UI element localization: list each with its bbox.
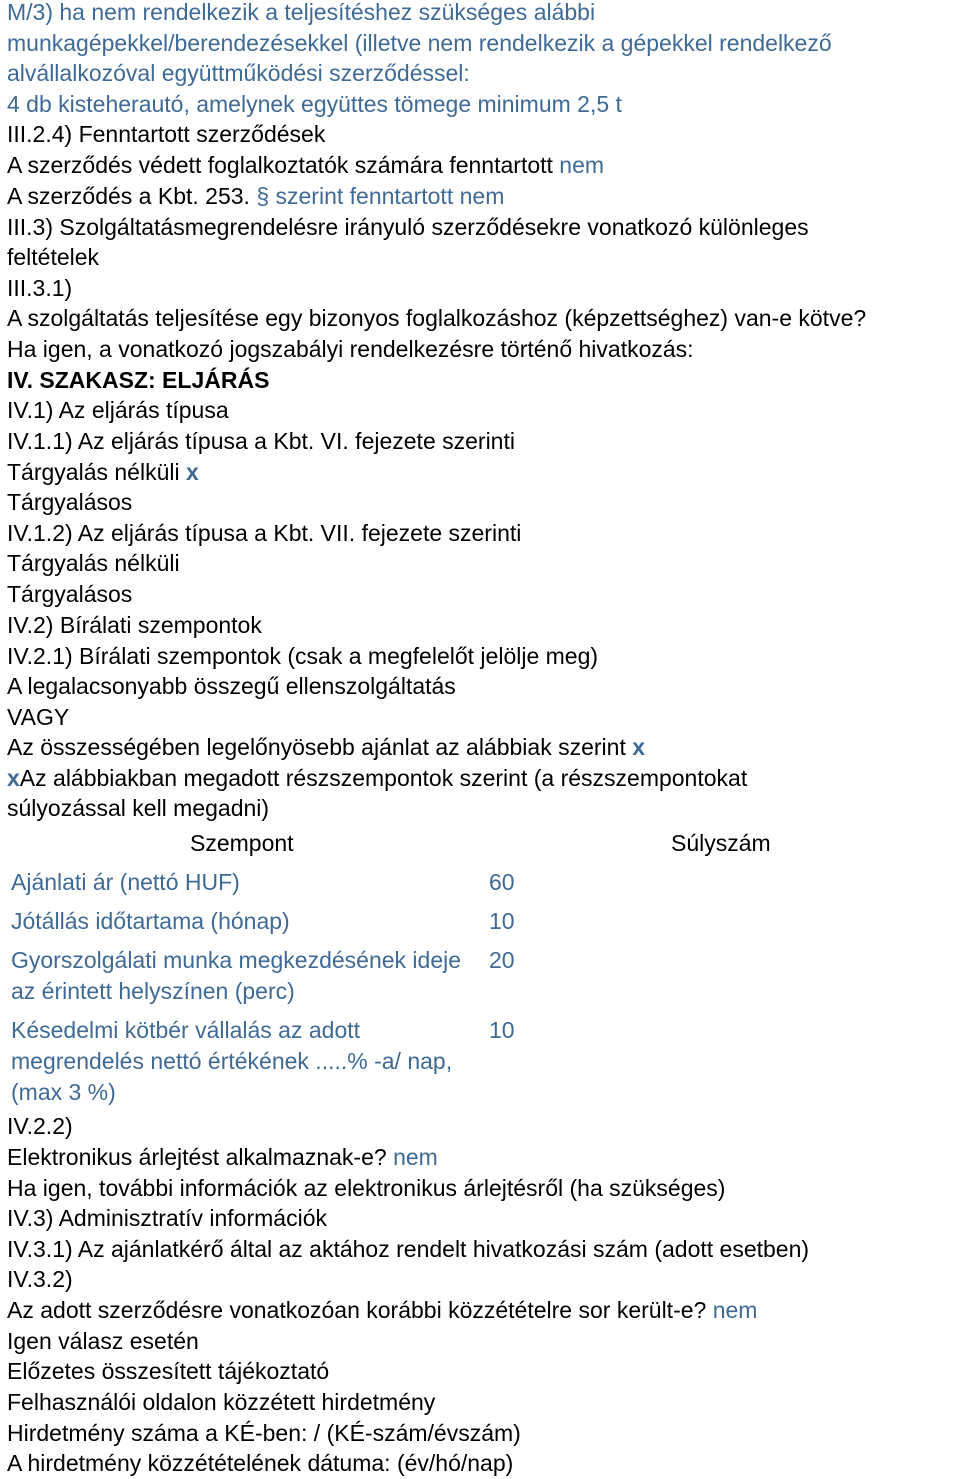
selection-mark: x (185, 459, 199, 485)
answer-value: nem (459, 183, 505, 209)
text-line: A hirdetmény közzétételének dátuma: (év/hó/nap) (7, 1450, 514, 1476)
text-line: Igen válasz esetén (7, 1328, 199, 1354)
criterion-cell: Ajánlati ár (nettó HUF) (11, 869, 240, 895)
criterion-cell: Jótállás időtartama (hónap) (11, 908, 290, 934)
option-line (7, 732, 645, 762)
answer-value: nem (393, 1144, 438, 1170)
text-line: Felhasználói oldalon közzétett hirdetmény (7, 1389, 436, 1415)
section-heading: IV.1.1) Az eljárás típusa a Kbt. VI. fejezete szerinti (7, 428, 515, 454)
option-text: Az összességében legelőnyösebb ajánlat az alábbiak szerint (7, 734, 626, 760)
selection-mark: x (7, 765, 20, 791)
question-text: szerint fenntartott (275, 183, 454, 209)
section-heading: IV.1.2) Az eljárás típusa a Kbt. VII. fejezete szerinti (7, 520, 522, 546)
section-label: III.3.1) (7, 275, 73, 301)
column-header-weight: Súlyszám (671, 830, 771, 856)
question-text: A szerződés a Kbt. 253. (7, 183, 250, 209)
section-heading: III.2.4) Fenntartott szerződések (7, 121, 326, 147)
text-line (7, 1295, 757, 1325)
section-heading: feltételek (7, 244, 100, 270)
answer-value: nem (712, 1297, 758, 1323)
column-header-criterion: Szempont (190, 830, 294, 856)
question-text: Az adott szerződésre vonatkozóan korábbi közzétételre sor került-e? (7, 1297, 707, 1323)
question-text: Elektronikus árlejtést alkalmaznak-e? (7, 1144, 387, 1170)
text-line: munkagépekkel/berendezésekkel (illetve nem rendelkezik a gépekkel rendelkező (7, 30, 832, 56)
option-text: Az alábbiakban megadott részszempontok szerint (a részszempontokat (19, 765, 748, 791)
option-line: súlyozással kell megadni) (7, 795, 270, 821)
text-line: A szolgáltatás teljesítése egy bizonyos foglalkozáshoz (képzettséghez) van-e kötve? (7, 305, 867, 331)
text-line: Előzetes összesített tájékoztató (7, 1358, 330, 1384)
answer-value: nem (559, 152, 605, 178)
section-sign: § (256, 183, 270, 209)
weight-cell: 10 (489, 1017, 515, 1043)
option-line: A legalacsonyabb összegű ellenszolgáltatás (7, 673, 456, 699)
text-line: Ha igen, a vonatkozó jogszabályi rendelkezésre történő hivatkozás: (7, 336, 694, 362)
weight-cell: 10 (489, 908, 515, 934)
criterion-cell: Gyorszolgálati munka megkezdésének ideje az érintett helyszínen (perc) (11, 947, 462, 1004)
selection-mark: x (632, 734, 646, 760)
criterion-cell: Késedelmi kötbér vállalás az adott megrendelés nettó értékének .....% -a/ nap, (max 3 %) (11, 1017, 453, 1105)
section-label: IV.2.2) (7, 1113, 73, 1139)
section-heading: IV.3.1) Az ajánlatkérő által az aktához rendelt hivatkozási szám (adott esetben) (7, 1236, 810, 1262)
section-label: IV.3.2) (7, 1266, 73, 1292)
text-line: Hirdetmény száma a KÉ-ben: / (KÉ-szám/évszám) (7, 1420, 521, 1446)
option-line: Tárgyalás nélküli (7, 550, 180, 576)
part-heading: IV. SZAKASZ: ELJÁRÁS (7, 367, 270, 393)
text-line (7, 150, 604, 180)
option-line (7, 457, 199, 487)
text-line: alvállalkozóval együttműködési szerződéssel: (7, 60, 470, 86)
text-line: Ha igen, további információk az elektronikus árlejtésről (ha szükséges) (7, 1175, 726, 1201)
section-heading: IV.2) Bírálati szempontok (7, 612, 262, 638)
weight-cell: 20 (489, 947, 515, 973)
option-line: Tárgyalásos (7, 581, 133, 607)
weight-cell: 60 (489, 869, 515, 895)
section-heading: III.3) Szolgáltatásmegrendelésre irányuló szerződésekre vonatkozó különleges (7, 214, 809, 240)
question-text: A szerződés védett foglalkoztatók számára fenntartott (7, 152, 553, 178)
option-line: Tárgyalásos (7, 489, 133, 515)
section-heading: IV.1) Az eljárás típusa (7, 397, 229, 423)
text-line (7, 1142, 438, 1172)
option-text: Tárgyalás nélküli (7, 459, 180, 485)
text-line (7, 181, 504, 211)
text-line: M/3) ha nem rendelkezik a teljesítéshez szükséges alábbi (7, 0, 596, 25)
section-heading: IV.2.1) Bírálati szempontok (csak a megfelelőt jelölje meg) (7, 643, 599, 669)
section-heading: IV.3) Adminisztratív információk (7, 1205, 327, 1231)
option-line: VAGY (7, 704, 70, 730)
option-line (7, 763, 747, 793)
text-line: 4 db kisteherautó, amelynek együttes tömege minimum 2,5 t (7, 91, 622, 117)
